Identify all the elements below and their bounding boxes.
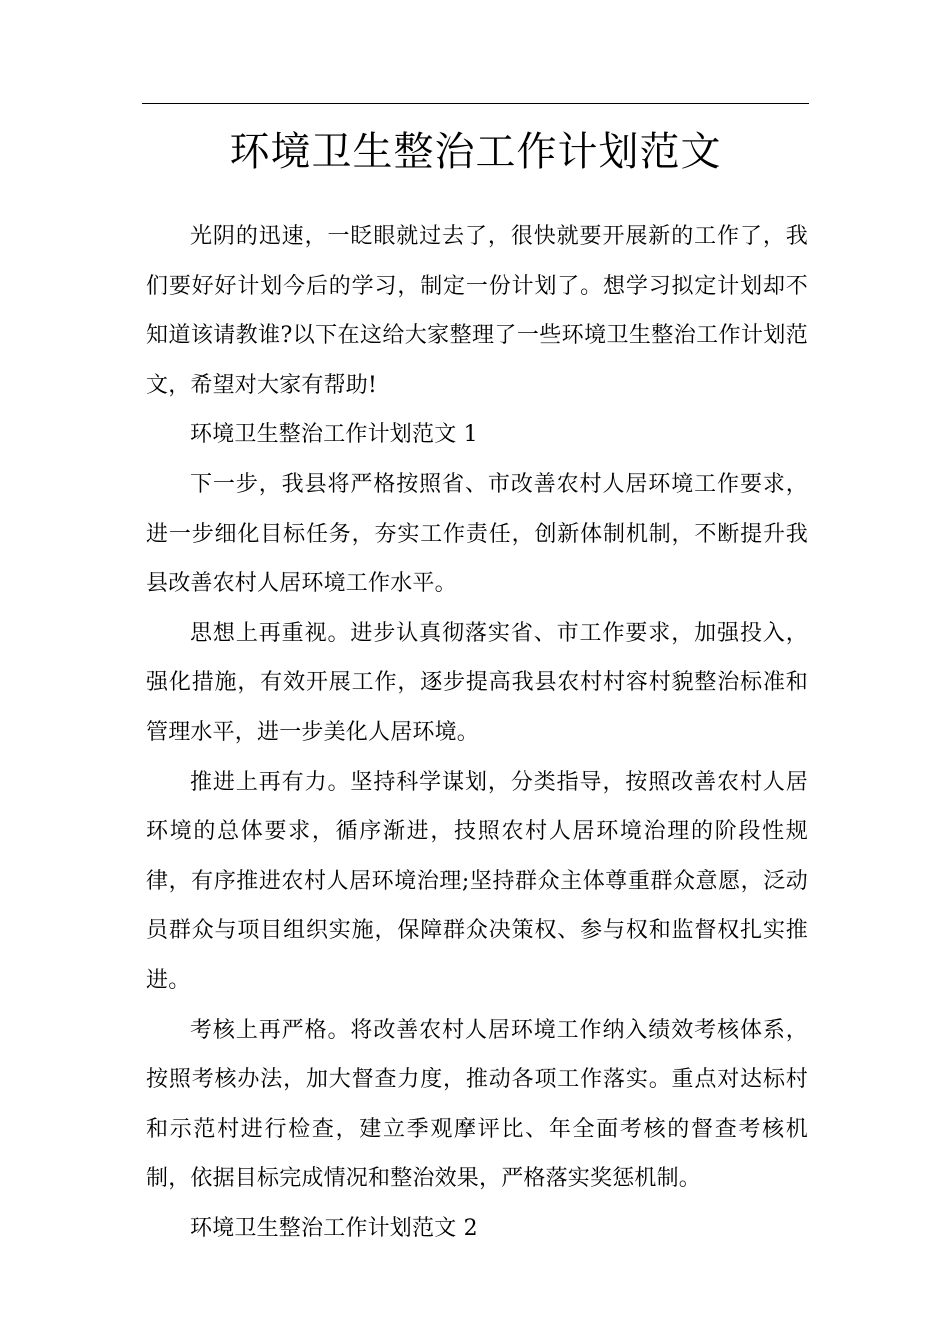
document-title: 环境卫生整治工作计划范文: [229, 129, 722, 175]
section-heading-2: 环境卫生整治工作计划范文 2: [190, 1215, 478, 1241]
body-paragraph: 下一步，我县将严格按照省、市改善农村人居环境工作要求，进一步细化目标任务，夯实工作责任，创新体制机制，不断提升我县改善农村人居环境工作水平。: [146, 471, 808, 597]
intro-paragraph: 光阴的迅速，一眨眼就过去了，很快就要开展新的工作了，我们要好好计划今后的学习，制定一份计划了。想学习拟定计划却不知道该请教谁?以下在这给大家整理了一些环境卫生整治工作计划范文，希望对大家有帮助!: [146, 224, 808, 398]
header-rule: [142, 103, 809, 104]
body-paragraph: 思想上再重视。进步认真彻落实省、市工作要求，加强投入，强化措施，有效开展工作，逐步提高我县农村村容村貌整治标准和管理水平，进一步美化人居环境。: [146, 620, 808, 745]
body-paragraph: 考核上再严格。将改善农村人居环境工作纳入绩效考核体系，按照考核办法，加大督查力度，推动各项工作落实。重点对达标村和示范村进行检查，建立季观摩评比、年全面考核的督查考核机制，依据目标完成情况和整治效果，严格落实奖惩机制。: [146, 1017, 808, 1192]
section-heading-1: 环境卫生整治工作计划范文 1: [190, 422, 478, 448]
document-body: [146, 212, 808, 1253]
body-paragraph: 推进上再有力。坚持科学谋划，分类指导，按照改善农村人居环境的总体要求，循序渐进，技照农村人居环境治理的阶段性规律，有序推进农村人居环境治理;坚持群众主体尊重群众意愿，泛动员群众与项目组织实施，保障群众决策权、参与权和监督权扎实推进。: [146, 769, 808, 993]
